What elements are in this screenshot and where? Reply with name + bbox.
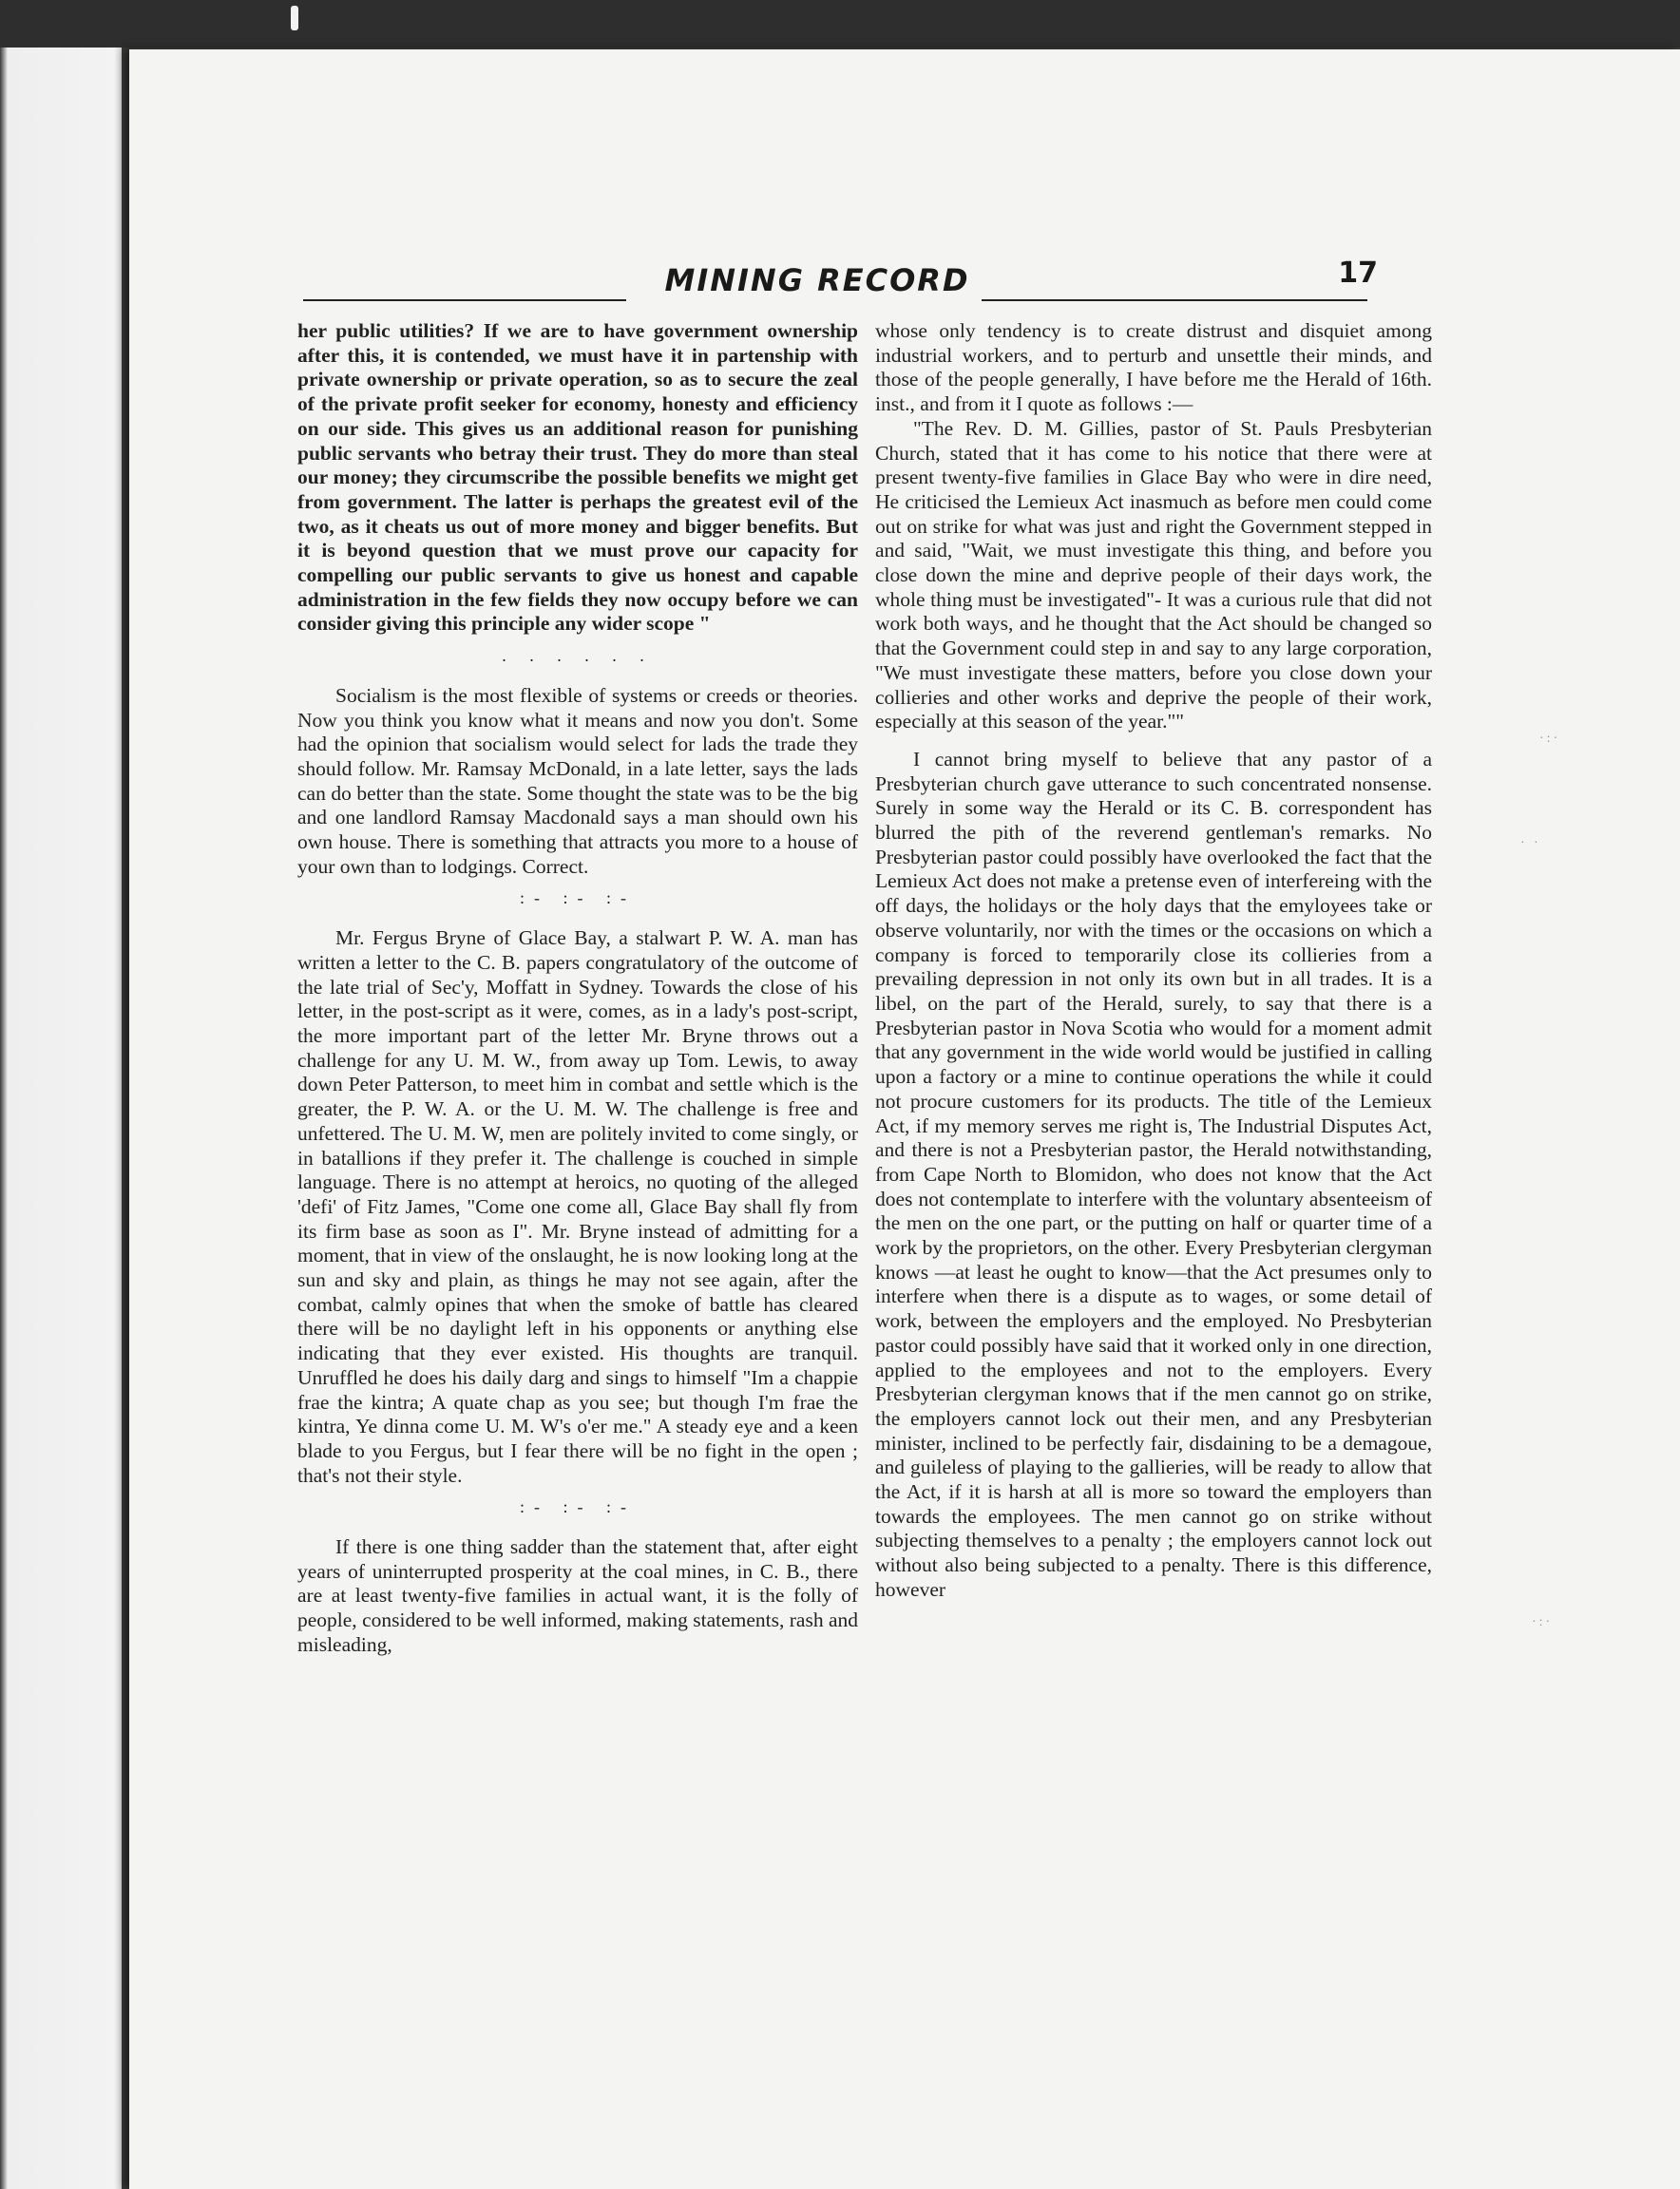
viewer-top-bar [0, 0, 1680, 48]
paragraph-quote-gillies: "The Rev. D. M. Gillies, pastor of St. Pauls Presbyterian Church, stated that it has come to his notice that there were at present twenty-five families in Glace Bay who were in dire need, He criticised the Lemieux Act inasmuch as before men could come out on strike for what was just and right the Government stepped in and said, "Wait, we must investigate this thing, and before you close down the mine and deprive people of their days work, the whole thing must be investigated"- It was a curious rule that did not work both ways, and he thought that the Act should be changed so that the Government could step in and say to any large corporation, "We must investigate these matters, before you close down your collieries and other works and deprive the people of their work, especially at this season of the year."" [875, 416, 1432, 733]
paragraph-lemieux-act: I cannot bring myself to believe that any pastor of a Presbyterian church gave utterance to such concentrated nonsense. Surely in some way the Herald or its C. B. correspondent has blurred the pith of the reverend gentleman's remarks. No Presbyterian pastor could possibly have overlooked the fact that the Lemieux Act does not make a pretense even of interfereing with the off days, the holidays or the holy days that the emyloyees take or observe voluntarily, nor with the times or the occasions on which a company is forced to temporarily close its collieries from a prevailing depression in not only its own but in all trades. It is a libel, on the part of the Herald, surely, to say that there is a Presbyterian pastor in Nova Scotia who would for a moment admit that any government in the wide world would be justified in calling upon a factory or a mine to continue operations the while it could not procure customers for its products. The title of the Lemieux Act, if my memory serves me right is, The Industrial Disputes Act, and there is not a Presbyterian pastor, the Herald notwithstanding, from Cape North to Blomidon, who does not know that the Act does not contemplate to interfere with the voluntary absenteeism of the men on the one part, or the putting on half or quarter time of a work by the proprietors, on the other. Every Presbyterian clergyman knows —at least he ought to know—that the Act presumes only to interfere when there is a dispute as to wages, or some detail of work, between the employers and the employed. No Presbyterian pastor could possibly have said that it worked only in one direction, applied to the employees and not to the employers. Every Presbyterian clergyman knows that if the men cannot go on strike, the employers cannot lock out their men, and any Presbyterian minister, inclined to be perfectly fair, disdaining to be a demagoue, and guileless of playing to the gallieries, will be ready to allow that the Act, if it is harsh at all is more so toward the employers than towards the employees. The men cannot go on strike without subjecting themselves to a penalty ; the employers cannot lock out without also being subjected to a penalty. There is this difference, however [875, 747, 1432, 1601]
publication-title: MINING RECORD [664, 262, 970, 298]
section-separator: . . . . . . [502, 646, 654, 666]
paragraph-twenty-five-families: If there is one thing sadder than the statement that, after eight years of uninterrupted prosperity at the coal mines, in C. B., there are at least twenty-five families in actual want, it is the folly of people, considered to be well informed, making statements, rash and misleading, [297, 1535, 858, 1656]
header-rule-left [303, 299, 626, 301]
paragraph-gap [875, 734, 1432, 748]
bookmark-marker [291, 6, 298, 30]
paragraph-socialism: Socialism is the most flexible of systems or creeds or theories. Now you think you know what it means and now you don't. Some had the opinion that socialism would select for lads the trade they should follow. Mr. Ramsay McDonald, in a late letter, says the lads can do better than the state. Some thought the state was to be the big and one landlord Ramsay Macdonald says a man should own his own house. There is something that attracts you more to a house of your own than to lodgings. Correct. [297, 683, 858, 878]
previous-page-edge [0, 48, 122, 2189]
right-column [875, 319, 1432, 1603]
scan-speckle: ·:· [1539, 732, 1561, 746]
header-rule-right [982, 299, 1367, 301]
scan-speckle: · · [1520, 836, 1541, 850]
paragraph-continuation: whose only tendency is to create distrust and disquiet among industrial workers, and to perturb and unsettle their minds, and those of the people generally, I have before me the Herald of 16th. inst., and from it I quote as follows :— [875, 319, 1432, 416]
scan-speckle: ·:· [1532, 1615, 1554, 1629]
left-column [297, 319, 858, 1658]
section-separator: :- :- :- [520, 1497, 636, 1517]
page-number: 17 [1338, 257, 1378, 290]
section-separator: :- :- :- [520, 888, 636, 908]
paragraph-public-utilities: her public utilities? If we are to have government ownership after this, it is contended, we must have it in partenship with private ownership or private operation, so as to secure the zeal of the private profit seeker for economy, honesty and efficiency on our side. This gives us an additional reason for punishing public servants who betray their trust. They do more than steal our money; they circumscribe the possible benefits we might get from government. The latter is perhaps the greatest evil of the two, as it cheats us out of more money and bigger benefits. But it is beyond question that we must prove our capacity for compelling our public servants to give us honest and capable administration in the few fields they now occupy before we can consider giving this principle any wider scope " [297, 319, 858, 636]
paragraph-fergus-bryne: Mr. Fergus Bryne of Glace Bay, a stalwart P. W. A. man has written a letter to the C. B. papers congratulatory of the outcome of the late trial of Sec'y, Moffatt in Sydney. Towards the close of his letter, in the post-script as it were, comes, as in a lady's post-script, the more important part of the letter Mr. Bryne throws out a challenge for any U. M. W., from away up Tom. Lewis, to away down Peter Patterson, to meet him in combat and settle which is the greater, the P. W. A. or the U. M. W. The challenge is free and unfettered. The U. M. W, men are politely invited to come singly, or in batallions if they prefer it. The challenge is couched in simple language. There is no attempt at heroics, no quoting of the alleged 'defi' of Fitz James, "Come one come all, Glace Bay shall fly from its firm base as soon as I". Mr. Bryne instead of admitting for a moment, that in view of the onslaught, he is now looking long at the sun and sky and plain, as things he may not see again, after the combat, calmly opines that when the smoke of battle has cleared there will be no daylight left in his opponents or anything else indicating that they ever existed. His thoughts are tranquil. Unruffled he does his daily darg and sings to himself "Im a chappie frae the kintra; A quate chap as you see; but though I'm frae the kintra, Ye dinna come U. M. W's o'er me." A steady eye and a keen blade to you Fergus, but I fear there will be no fight in the open ; that's not their style. [297, 926, 858, 1487]
